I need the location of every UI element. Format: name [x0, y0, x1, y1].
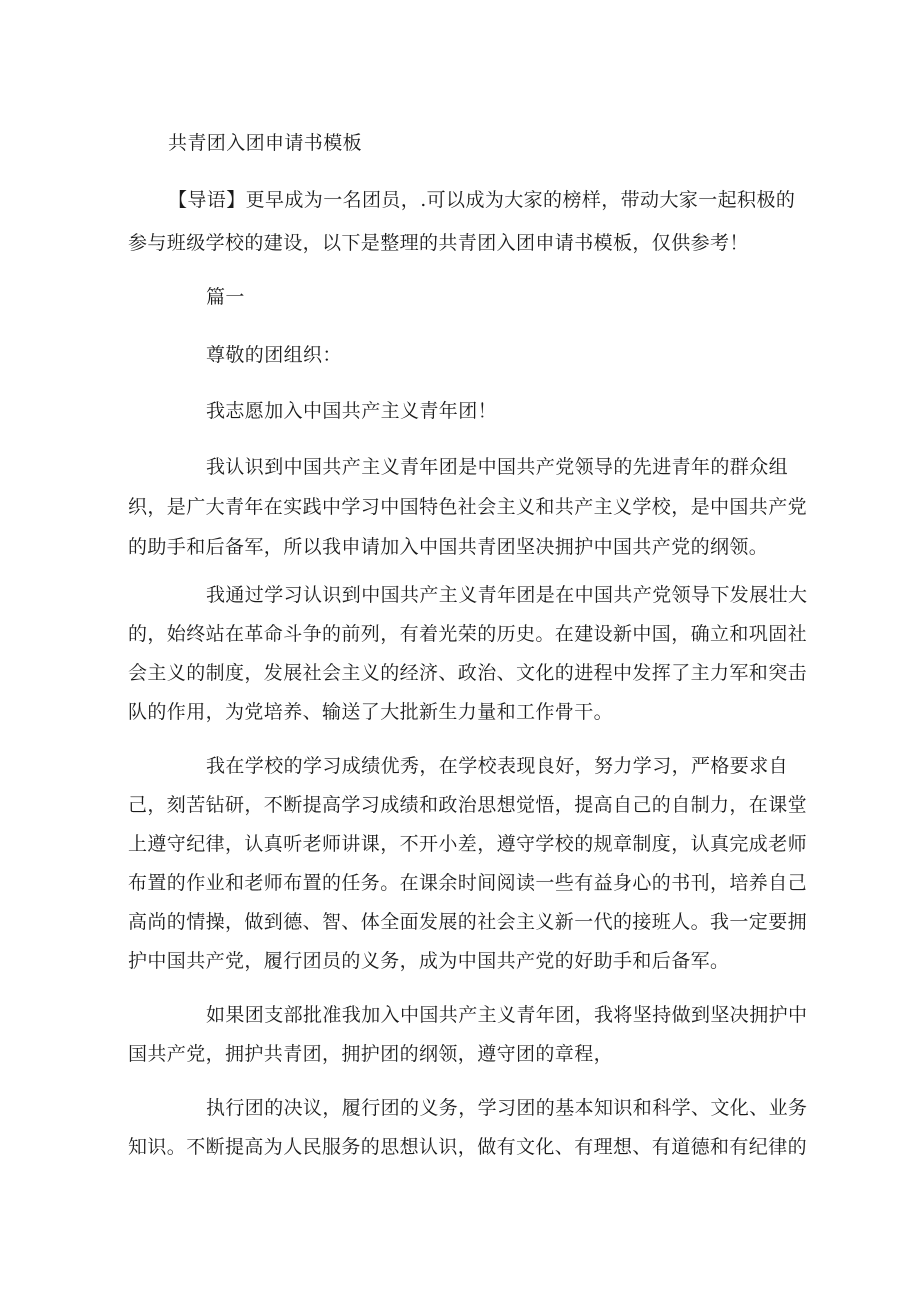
- paragraph-2-line-1: 我通过学习认识到中国共产主义青年团是在中国共产党领导下发展壮大: [206, 584, 808, 606]
- paragraph-5-line-1: 执行团的决议，履行团的义务，学习团的基本知识和科学、文化、业务: [206, 1097, 808, 1119]
- paragraph-3-line-5: 高尚的情操，做到德、智、体全面发展的社会主义新一代的接班人。我一定要拥: [128, 911, 808, 933]
- intro-line-2: 参与班级学校的建设，以下是整理的共青团入团申请书模板，仅供参考！: [128, 232, 749, 254]
- paragraph-3-line-3: 上遵守纪律，认真听老师讲课，不开小差，遵守学校的规章制度，认真完成老师: [128, 833, 808, 855]
- paragraph-2-line-2: 的，始终站在革命斗争的前列，有着光荣的历史。在建设新中国，确立和巩固社: [128, 623, 808, 645]
- paragraph-3-line-4: 布置的作业和老师布置的任务。在课余时间阅读一些有益身心的书刊，培养自己: [128, 872, 808, 894]
- salutation: 尊敬的团组织：: [206, 344, 342, 366]
- paragraph-1-line-3: 的助手和后备军，所以我申请加入中国共青团坚决拥护中国共产党的纲领。: [128, 536, 769, 558]
- paragraph-3-line-6: 护中国共产党，履行团员的义务，成为中国共产党的好助手和后备军。: [128, 950, 730, 972]
- paragraph-2-line-4: 队的作用，为党培养、输送了大批新生力量和工作骨干。: [128, 701, 614, 723]
- paragraph-1-line-2: 织，是广大青年在实践中学习中国特色社会主义和共产主义学校，是中国共产党: [128, 496, 808, 518]
- statement: 我志愿加入中国共产主义青年团！: [206, 400, 498, 422]
- intro-line-1: 【导语】更早成为一名团员，.可以成为大家的榜样，带动大家一起积极的: [168, 189, 796, 211]
- paragraph-5-line-2: 知识。不断提高为人民服务的思想认识，做有文化、有理想、有道德和有纪律的: [128, 1136, 808, 1158]
- paragraph-4-line-1: 如果团支部批准我加入中国共产主义青年团，我将坚持做到坚决拥护中: [206, 1004, 808, 1026]
- paragraph-1-line-1: 我认识到中国共产主义青年团是中国共产党领导的先进青年的群众组: [206, 456, 789, 478]
- paragraph-2-line-3: 会主义的制度，发展社会主义的经济、政治、文化的进程中发挥了主力军和突击: [128, 662, 808, 684]
- section-label: 篇一: [206, 286, 245, 308]
- document-title: 共青团入团申请书模板: [168, 132, 363, 154]
- paragraph-4-line-2: 国共产党，拥护共青团，拥护团的纲领，遵守团的章程，: [128, 1043, 614, 1065]
- paragraph-3-line-2: 己，刻苦钻研，不断提高学习成绩和政治思想觉悟，提高自己的自制力，在课堂: [128, 794, 808, 816]
- paragraph-3-line-1: 我在学校的学习成绩优秀，在学校表现良好，努力学习，严格要求自: [206, 755, 789, 777]
